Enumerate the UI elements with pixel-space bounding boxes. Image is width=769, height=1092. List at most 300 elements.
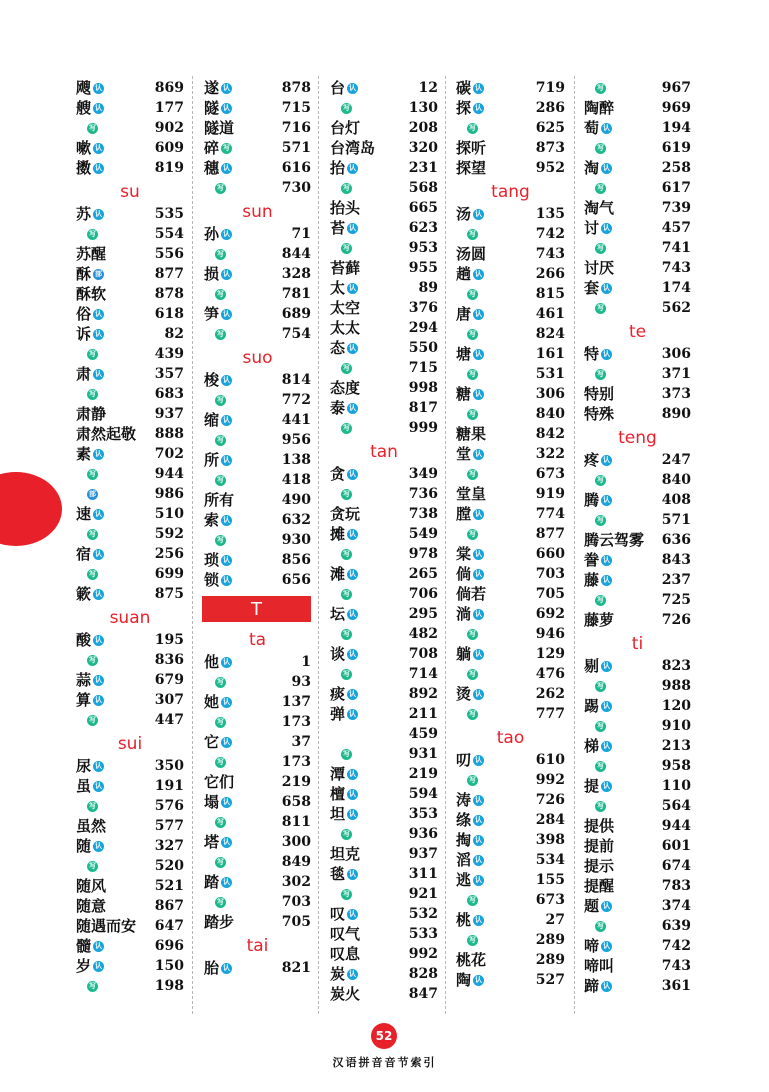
entry-character (456, 604, 484, 624)
entry-type-badge-icon (93, 589, 104, 600)
index-entry (204, 264, 311, 284)
entry-page-number: 705 (281, 914, 311, 930)
index-entry (584, 258, 691, 278)
index-entry (204, 652, 311, 672)
index-entry (204, 244, 311, 264)
entry-page-number: 262 (535, 686, 565, 702)
index-entry (330, 784, 438, 804)
entry-character (330, 198, 360, 218)
entry-character (330, 684, 358, 704)
badge-label: 写 (469, 409, 476, 418)
entry-type-badge-icon (473, 649, 484, 660)
entry-type-badge-icon (467, 935, 478, 946)
entry-page-number: 937 (408, 846, 438, 862)
entry-type-badge-icon (93, 83, 104, 94)
entry-page-number: 730 (281, 180, 311, 196)
badge-label: 写 (89, 229, 96, 238)
entry-character (584, 364, 606, 384)
index-entry (584, 530, 691, 550)
entry-character (456, 224, 478, 244)
entry-text: 损 (204, 265, 220, 283)
index-entry (330, 178, 438, 198)
entry-page-number: 289 (535, 932, 565, 948)
index-entry (330, 904, 438, 924)
index-entry (76, 118, 184, 138)
badge-label: 认 (475, 349, 483, 358)
badge-label: 写 (469, 529, 476, 538)
entry-character (456, 384, 484, 404)
entry-page-number: 815 (535, 286, 565, 302)
badge-label: 认 (475, 815, 483, 824)
entry-page-number: 135 (535, 206, 565, 222)
index-entry (584, 676, 691, 696)
badge-label: 写 (343, 629, 350, 638)
badge-label: 写 (469, 369, 476, 378)
entry-character (584, 138, 606, 158)
entry-character (456, 684, 484, 704)
entry-page-number: 944 (661, 818, 691, 834)
entry-character (456, 564, 484, 584)
entry-page-number: 571 (661, 512, 691, 528)
index-entry (330, 318, 438, 338)
badge-label: 写 (89, 655, 96, 664)
index-entry (456, 304, 565, 324)
entry-page-number: 302 (281, 874, 311, 890)
entry-page-number: 738 (408, 506, 438, 522)
entry-type-badge-icon (601, 349, 612, 360)
entry-character (204, 138, 232, 158)
index-entry (456, 850, 565, 870)
entry-character (330, 138, 375, 158)
index-entry (76, 404, 184, 424)
entry-page-number: 988 (661, 678, 691, 694)
badge-label: 认 (475, 209, 483, 218)
column-divider (318, 76, 319, 1014)
entry-page-number: 836 (154, 652, 184, 668)
index-entry (204, 510, 311, 530)
badge-label: 认 (475, 755, 483, 764)
entry-character (76, 264, 104, 284)
index-entry (76, 224, 184, 244)
entry-type-badge-icon (473, 835, 484, 846)
entry-type-badge-icon (87, 229, 98, 240)
entry-page-number: 967 (661, 80, 691, 96)
entry-type-badge-icon (601, 283, 612, 294)
badge-label: 认 (475, 975, 483, 984)
entry-text: 疼 (584, 451, 600, 469)
index-entry (76, 158, 184, 178)
index-entry (204, 370, 311, 390)
entry-text: 讨 (584, 219, 600, 237)
entry-character (584, 178, 606, 198)
entry-page-number: 284 (535, 812, 565, 828)
badge-label: 认 (223, 415, 231, 424)
entry-page-number: 978 (408, 546, 438, 562)
badge-label: 认 (475, 649, 483, 658)
entry-page-number: 955 (408, 260, 438, 276)
entry-page-number: 910 (661, 718, 691, 734)
entry-type-badge-icon (601, 123, 612, 134)
entry-type-badge-icon (473, 855, 484, 866)
entry-page-number: 986 (154, 486, 184, 502)
entry-text: 俗 (76, 305, 92, 323)
entry-type-badge-icon (87, 123, 98, 134)
entry-type-badge-icon (467, 369, 478, 380)
index-entry (76, 836, 184, 856)
index-entry (584, 550, 691, 570)
index-entry (456, 664, 565, 684)
badge-label: 认 (349, 909, 357, 918)
index-entry (584, 364, 691, 384)
entry-text: 梭 (204, 371, 220, 389)
index-entry (76, 916, 184, 936)
entry-text: 滩 (330, 565, 346, 583)
index-entry (76, 264, 184, 284)
entry-type-badge-icon (215, 249, 226, 260)
entry-page-number: 398 (535, 832, 565, 848)
index-entry (456, 930, 565, 950)
entry-character (330, 258, 360, 278)
index-entry (456, 750, 565, 770)
entry-character (584, 218, 612, 238)
entry-character (204, 530, 226, 550)
entry-character (330, 338, 358, 358)
entry-page-number: 327 (154, 838, 184, 854)
entry-type-badge-icon (93, 941, 104, 952)
entry-page-number: 716 (281, 120, 311, 136)
entry-page-number: 295 (408, 606, 438, 622)
entry-page-number: 306 (661, 346, 691, 362)
entry-type-badge-icon (347, 83, 358, 94)
entry-type-badge-icon (473, 209, 484, 220)
badge-label: 认 (475, 549, 483, 558)
entry-text: 萄 (584, 119, 600, 137)
entry-text: 提 (584, 777, 600, 795)
entry-page-number: 869 (154, 80, 184, 96)
entry-page-number: 138 (281, 452, 311, 468)
index-entry (584, 178, 691, 198)
entry-character (330, 378, 360, 398)
entry-character (204, 812, 226, 832)
entry-type-badge-icon (341, 549, 352, 560)
entry-type-badge-icon (467, 123, 478, 134)
entry-type-badge-icon (473, 309, 484, 320)
index-entry (204, 304, 311, 324)
badge-label: 认 (475, 449, 483, 458)
entry-text: 所 (204, 451, 220, 469)
index-entry (584, 876, 691, 896)
index-entry (456, 118, 565, 138)
entry-text: 藤 (584, 571, 600, 589)
entry-page-number: 1 (301, 654, 311, 670)
entry-character (456, 830, 484, 850)
entry-character (330, 644, 358, 664)
badge-label: 认 (475, 103, 483, 112)
index-entry (456, 224, 565, 244)
entry-character (456, 284, 478, 304)
entry-text: 素 (76, 445, 92, 463)
index-entry (76, 484, 184, 504)
entry-page-number: 783 (661, 878, 691, 894)
entry-character (204, 158, 232, 178)
index-entry (456, 644, 565, 664)
entry-character (76, 304, 104, 324)
entry-type-badge-icon (215, 329, 226, 340)
badge-label: 认 (95, 83, 103, 92)
entry-text: 孙 (204, 225, 220, 243)
entry-page-number: 888 (154, 426, 184, 442)
index-entry (204, 78, 311, 98)
entry-page-number: 890 (661, 406, 691, 422)
entry-type-badge-icon (93, 163, 104, 174)
entry-text: 艘 (76, 99, 92, 117)
badge-label: 写 (217, 395, 224, 404)
entry-page-number: 689 (281, 306, 311, 322)
entry-text: 烫 (456, 685, 472, 703)
index-entry (330, 844, 438, 864)
entry-character (76, 936, 104, 956)
badge-label: 写 (89, 123, 96, 132)
entry-text: 躺 (456, 645, 472, 663)
entry-character (456, 810, 484, 830)
index-entry (456, 384, 565, 404)
entry-text: 台灯 (330, 119, 361, 137)
entry-type-badge-icon (221, 455, 232, 466)
entry-page-number: 110 (661, 778, 691, 794)
entry-text: 弹 (330, 705, 346, 723)
index-entry (76, 650, 184, 670)
entry-character (584, 98, 614, 118)
entry-character (456, 750, 484, 770)
entry-text: 滔 (456, 851, 472, 869)
badge-label: 认 (349, 789, 357, 798)
entry-page-number: 408 (661, 492, 691, 508)
entry-character (204, 430, 226, 450)
entry-character (330, 418, 352, 438)
entry-type-badge-icon (473, 795, 484, 806)
entry-page-number: 361 (661, 978, 691, 994)
entry-character (330, 544, 352, 564)
entry-page-number: 714 (408, 666, 438, 682)
index-entry (330, 158, 438, 178)
entry-character (330, 218, 358, 238)
badge-label: 认 (223, 163, 231, 172)
entry-page-number: 320 (408, 140, 438, 156)
index-entry (456, 444, 565, 464)
entry-type-badge-icon (595, 369, 606, 380)
entry-type-badge-icon (93, 761, 104, 772)
entry-text: 塌 (204, 793, 220, 811)
entry-type-badge-icon (473, 755, 484, 766)
badge-label: 写 (469, 329, 476, 338)
index-entry (76, 876, 184, 896)
entry-type-badge-icon (93, 635, 104, 646)
entry-character (330, 584, 352, 604)
entry-character (456, 244, 486, 264)
entry-character (330, 298, 360, 318)
entry-character (584, 876, 614, 896)
entry-text: 叹 (330, 905, 346, 923)
entry-page-number: 219 (408, 766, 438, 782)
index-entry (456, 624, 565, 644)
entry-character (456, 158, 486, 178)
entry-character (76, 976, 98, 996)
index-entry (76, 776, 184, 796)
index-entry (584, 98, 691, 118)
entry-character (76, 424, 136, 444)
index-entry (584, 976, 691, 996)
entry-type-badge-icon (93, 695, 104, 706)
entry-character (204, 872, 232, 892)
index-entry (76, 936, 184, 956)
entry-page-number: 636 (661, 532, 691, 548)
entry-page-number: 374 (661, 898, 691, 914)
entry-type-badge-icon (341, 889, 352, 900)
entry-text: 涛 (456, 791, 472, 809)
entry-page-number: 294 (408, 320, 438, 336)
entry-text: 贪 (330, 465, 346, 483)
entry-character (584, 676, 606, 696)
entry-text: 笋 (204, 305, 220, 323)
entry-type-badge-icon (473, 269, 484, 280)
index-entry (584, 916, 691, 936)
entry-type-badge-icon (601, 495, 612, 506)
entry-character (330, 924, 360, 944)
entry-text: 坦克 (330, 845, 361, 863)
entry-type-badge-icon (595, 801, 606, 812)
entry-character (330, 624, 352, 644)
badge-label: 认 (603, 123, 611, 132)
entry-character (76, 78, 104, 98)
entry-page-number: 674 (661, 858, 691, 874)
entry-page-number: 639 (661, 918, 691, 934)
entry-page-number: 521 (154, 878, 184, 894)
entry-text: 锁 (204, 571, 220, 589)
entry-character (330, 604, 358, 624)
badge-label: 写 (89, 349, 96, 358)
entry-page-number: 875 (154, 586, 184, 602)
entry-text: 泰 (330, 399, 346, 417)
entry-page-number: 616 (281, 160, 311, 176)
badge-label: 认 (603, 283, 611, 292)
index-entry (330, 644, 438, 664)
entry-text: 髓 (76, 937, 92, 955)
entry-text: 他 (204, 653, 220, 671)
entry-page-number: 956 (281, 432, 311, 448)
entry-text: 胎 (204, 959, 220, 977)
index-entry (76, 584, 184, 604)
entry-page-number: 623 (408, 220, 438, 236)
badge-label: 认 (349, 223, 357, 232)
entry-character (76, 776, 104, 796)
index-entry (584, 956, 691, 976)
entry-character (456, 584, 486, 604)
index-entry (76, 444, 184, 464)
entry-character (330, 704, 358, 724)
entry-page-number: 992 (408, 946, 438, 962)
entry-text: 随意 (76, 897, 107, 915)
entry-type-badge-icon (87, 801, 98, 812)
index-entry (456, 870, 565, 890)
index-entry (330, 924, 438, 944)
index-entry (456, 158, 565, 178)
index-entry (330, 118, 438, 138)
entry-text: 毯 (330, 865, 346, 883)
entry-character (204, 712, 226, 732)
index-entry (204, 284, 311, 304)
pinyin-heading: te (628, 322, 647, 342)
entry-character (204, 490, 234, 510)
entry-type-badge-icon (93, 781, 104, 792)
badge-label: 认 (223, 697, 231, 706)
entry-character (204, 732, 232, 752)
badge-label: 写 (469, 935, 476, 944)
entry-type-badge-icon (601, 781, 612, 792)
entry-text: 汤圆 (456, 245, 487, 263)
entry-page-number: 571 (281, 140, 311, 156)
entry-text: 檀 (330, 785, 346, 803)
index-entry (456, 138, 565, 158)
entry-page-number: 576 (154, 798, 184, 814)
pinyin-heading: tai (246, 936, 269, 956)
index-entry (330, 278, 438, 298)
entry-page-number: 195 (154, 632, 184, 648)
entry-type-badge-icon (341, 489, 352, 500)
entry-type-badge-icon (601, 981, 612, 992)
entry-character (76, 484, 98, 504)
badge-label: 认 (603, 495, 611, 504)
index-entry (456, 704, 565, 724)
entry-page-number: 736 (408, 486, 438, 502)
badge-label: 认 (603, 575, 611, 584)
entry-text: 桃 (456, 911, 472, 929)
entry-page-number: 892 (408, 686, 438, 702)
index-entry (456, 364, 565, 384)
entry-page-number: 828 (408, 966, 438, 982)
index-entry (330, 624, 438, 644)
badge-label: 认 (95, 675, 103, 684)
entry-text: 绦 (456, 811, 472, 829)
badge-label: 写 (597, 303, 604, 312)
entry-character (584, 510, 606, 530)
entry-character (204, 772, 234, 792)
entry-text: 踏 (204, 873, 220, 891)
badge-label: 认 (223, 575, 231, 584)
index-entry (456, 910, 565, 930)
entry-page-number: 840 (661, 472, 691, 488)
entry-type-badge-icon (595, 243, 606, 254)
entry-type-badge-icon (467, 529, 478, 540)
entry-character (204, 652, 232, 672)
entry-page-number: 155 (535, 872, 565, 888)
index-entry (330, 298, 438, 318)
entry-page-number: 847 (408, 986, 438, 1002)
index-entry (204, 772, 311, 792)
entry-type-badge-icon (221, 657, 232, 668)
entry-text: 诉 (76, 325, 92, 343)
entry-type-badge-icon (341, 829, 352, 840)
index-entry (584, 384, 691, 404)
entry-type-badge-icon (595, 83, 606, 94)
entry-character (584, 298, 606, 318)
entry-character (76, 584, 104, 604)
pinyin-heading: tang (491, 182, 530, 202)
entry-character (330, 158, 358, 178)
badge-label: 认 (475, 83, 483, 92)
entry-type-badge-icon (215, 717, 226, 728)
entry-character (456, 98, 484, 118)
entry-page-number: 647 (154, 918, 184, 934)
